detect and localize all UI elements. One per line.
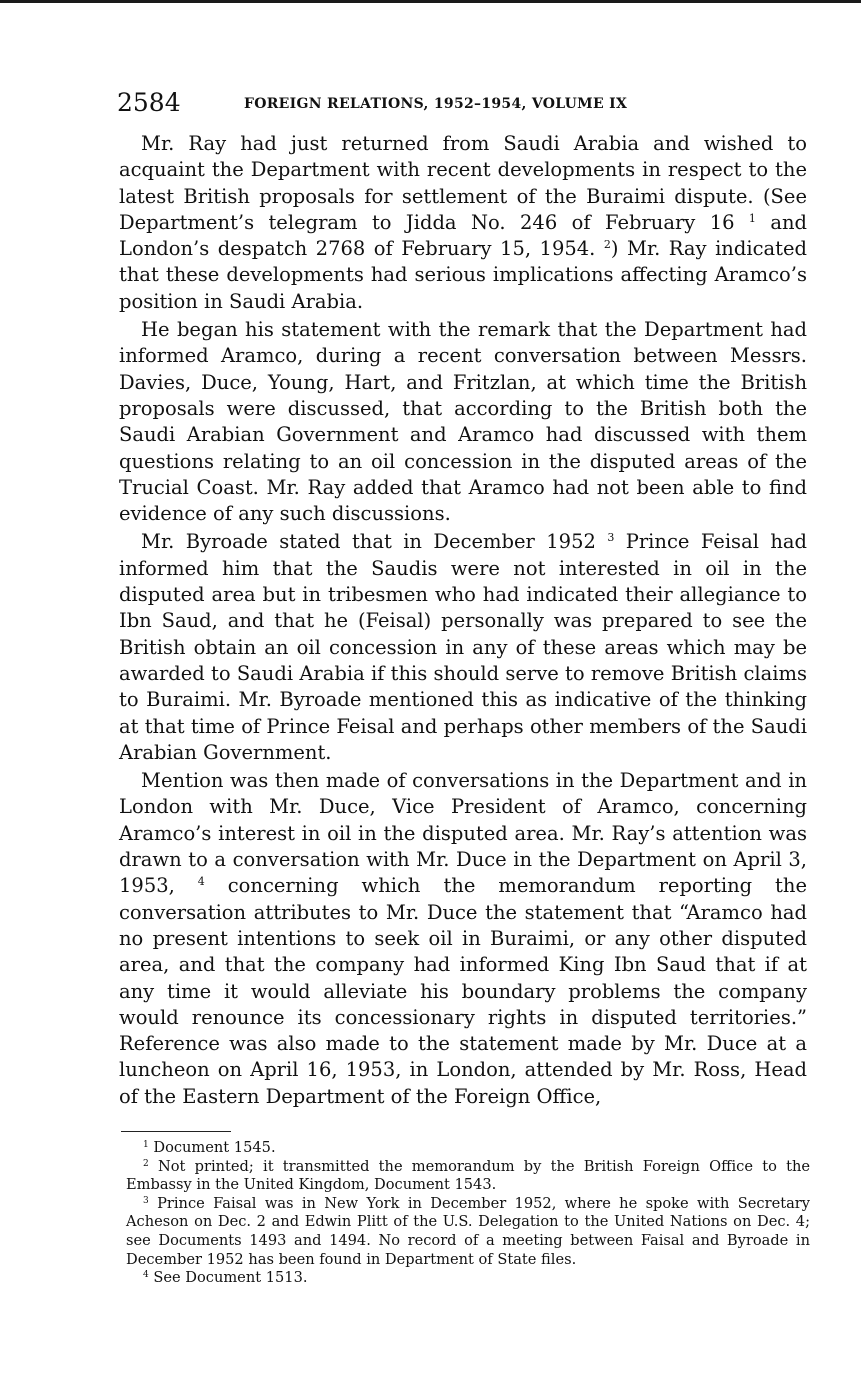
footnote-marker: 2 [143, 1158, 149, 1169]
paragraph-2 [119, 317, 807, 527]
footnote-ref-1: 1 [748, 211, 756, 225]
paragraph-text: concerning which the memorandum reporting the conversation attributes to Mr. Duce the statement that “Aramco had no present intentions to seek oil in Buraimi, or any other disputed area, and that the company had informed King Ibn Saud that if at any time it would alleviate his boundary problems the company would renounce its concessionary rights in disputed territories.” Reference was also made to the statement made by Mr. Duce at a luncheon on April 16, 1953, in London, attended by Mr. Ross, Head of the Eastern Department of the Foreign Office, [119, 874, 807, 1108]
paragraph-3 [119, 529, 807, 766]
page-header [117, 88, 807, 122]
page-number: 2584 [117, 88, 181, 117]
footnote-3 [126, 1195, 810, 1269]
footnote-1 [126, 1139, 810, 1158]
footnote-ref-3: 3 [607, 531, 615, 545]
footnote-4 [126, 1269, 810, 1288]
body-text [119, 131, 807, 1110]
paragraph-1 [119, 131, 807, 315]
paragraph-text: ) Mr. Ray indicated that these developments had serious implications affecting Aramco’s position in Saudi Arabia. [119, 237, 807, 313]
top-edge-rule [0, 0, 861, 3]
paragraph-text: and London’s despatch 2768 of February 15, 1954. [119, 210, 807, 261]
footnote-marker: 4 [143, 1270, 149, 1281]
running-head: FOREIGN RELATIONS, 1952–1954, VOLUME IX [244, 96, 628, 112]
footnote-text: Document 1545. [153, 1139, 276, 1156]
footnote-text: Prince Faisal was in New York in December 1952, where he spoke with Secretary Acheson on Dec. 2 and Edwin Plitt of the U.S. Delegation to the United Nations on Dec. 4; see Documents 1493 and 1494. No record of a meeting between Faisal and Byroade in December 1952 has been found in Department of State files. [126, 1194, 810, 1268]
paragraph-text: Mr. Byroade stated that in December 1952 [141, 530, 608, 554]
footnote-marker: 3 [143, 1195, 149, 1206]
footnote-text: Not printed; it transmitted the memorandum by the British Foreign Office to the Embassy in the United Kingdom, Document 1543. [126, 1157, 810, 1194]
footnote-text: See Document 1513. [153, 1269, 308, 1287]
paragraph-4 [119, 768, 807, 1110]
paragraph-text: He began his statement with the remark that the Department had informed Aramco, during a recent conversation between Messrs. Davies, Duce, Young, Hart, and Fritzlan, at which time the British proposals were discussed, that according to the British both the Saudi Arabian Government and Aramco had discussed with them questions relating to an oil concession in the disputed areas of the Trucial Coast. Mr. Ray added that Aramco had not been able to find evidence of any such discussions. [119, 318, 807, 526]
footnote-2 [126, 1158, 810, 1195]
paragraph-text: Mention was then made of conversations in the Department and in London with Mr. Duce, Vice President of Aramco, concerning Aramco’s interest in oil in the disputed area. Mr. Ray’s attention was drawn to a conversation with Mr. Duce in the Department on April 3, 1953, [119, 769, 807, 898]
footnote-divider [121, 1131, 231, 1132]
paragraph-text: Prince Feisal had informed him that the Saudis were not interested in oil in the disputed area but in tribesmen who had indicated their allegiance to Ibn Saud, and that he (Feisal) personally was prepared to see the British obtain an oil concession in any of these areas which may be awarded to Saudi Arabia if this should serve to remove British claims to Buraimi. Mr. Byroade mentioned this as indicative of the thinking at that time of Prince Feisal and perhaps other members of the Saudi Arabian Government. [119, 530, 807, 764]
footnotes [126, 1139, 810, 1288]
footnote-ref-2: 2 [603, 238, 611, 252]
paragraph-text: Mr. Ray had just returned from Saudi Arabia and wished to acquaint the Department with recent developments in respect to the latest British proposals for settlement of the Buraimi dispute. (See Department’s telegram to Jidda No. 246 of February 16 [119, 132, 807, 234]
footnote-marker: 1 [143, 1140, 149, 1150]
footnote-ref-4: 4 [197, 875, 205, 889]
